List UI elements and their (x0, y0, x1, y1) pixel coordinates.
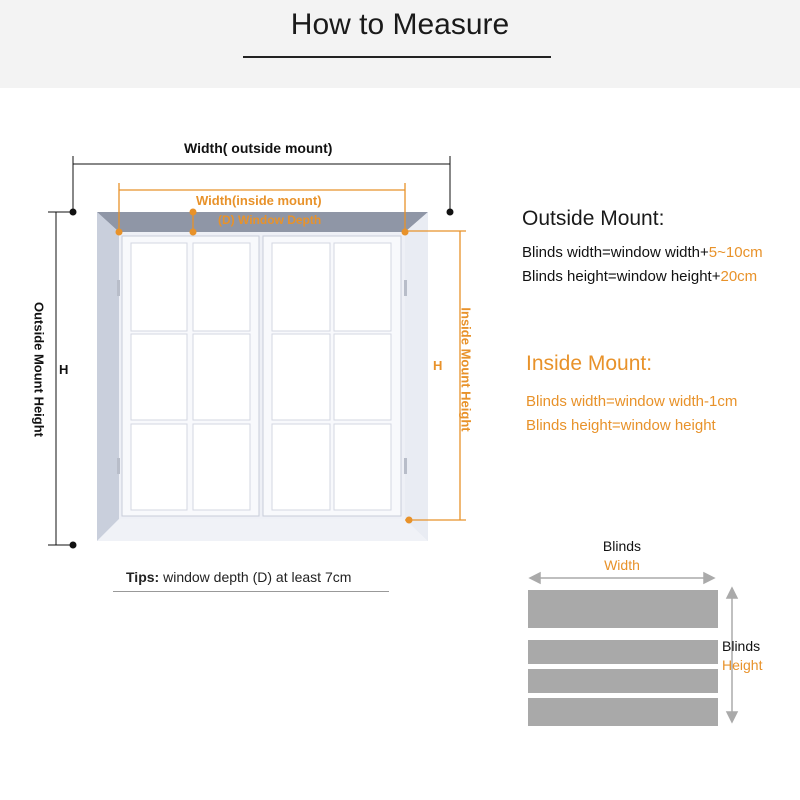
blinds-height-arrow (727, 588, 737, 722)
outside-height-h: H (59, 362, 69, 377)
page-title: How to Measure (290, 8, 510, 41)
blinds-width-label-top: Blinds (602, 538, 642, 554)
blinds-width-arrow (530, 573, 714, 583)
tips-underline (113, 591, 389, 592)
blinds-width-label-bottom: Width (604, 557, 640, 573)
tips-note: Tips: window depth (D) at least 7cm (126, 569, 352, 585)
outside-mount-width-rule: Blinds width=window width+5~10cm (522, 244, 763, 261)
inside-mount-height-rule: Blinds height=window height (526, 417, 716, 434)
outside-mount-title: Outside Mount: (522, 207, 665, 230)
blinds-height-label-top: Blinds (722, 638, 761, 654)
outside-mount-height-rule: Blinds height=window height+20cm (522, 268, 758, 285)
blinds-illustration (528, 590, 718, 726)
blinds-height-label-bottom: Height (722, 657, 763, 673)
inside-mount-title: Inside Mount: (526, 352, 653, 375)
inside-mount-width-rule: Blinds width=window width-1cm (526, 393, 738, 410)
inside-height-h: H (433, 358, 443, 373)
inside-height-label: Inside Mount Height (458, 307, 474, 432)
inside-width-label: Width(inside mount) (196, 193, 322, 208)
outside-width-label: Width( outside mount) (184, 140, 333, 156)
outside-height-label: Outside Mount Height (31, 301, 47, 438)
outside-height-dimension (48, 212, 73, 545)
window-depth-label: (D) Window Depth (218, 213, 322, 227)
